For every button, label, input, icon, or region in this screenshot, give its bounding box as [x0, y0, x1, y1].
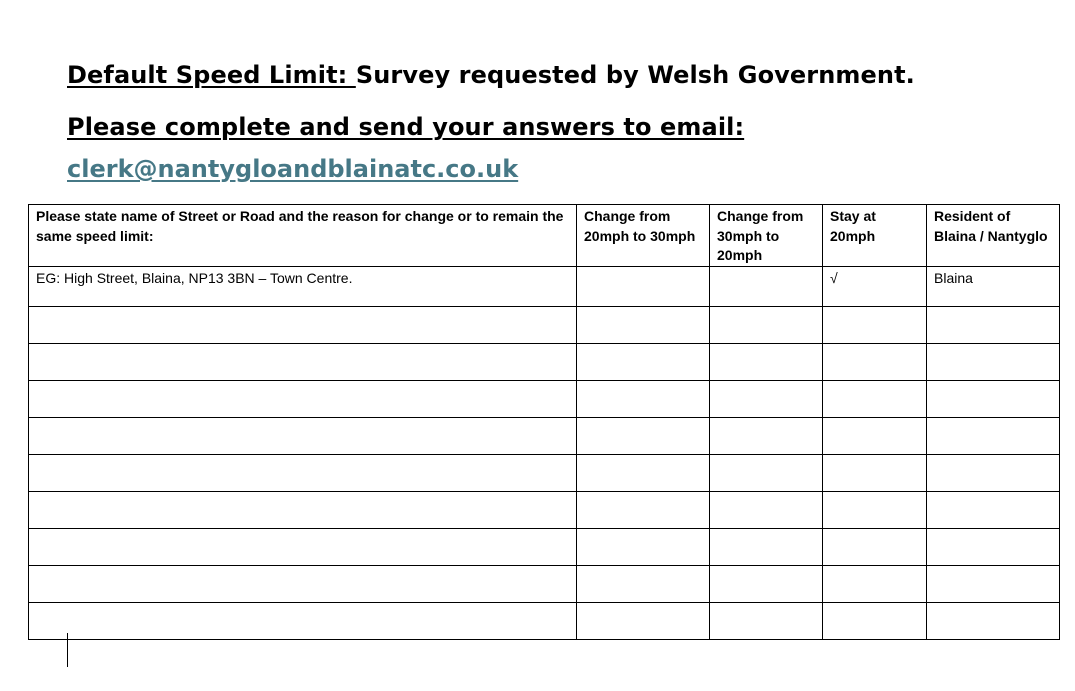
change-20-to-30-cell[interactable] [577, 417, 710, 454]
stay-20-cell[interactable] [823, 343, 927, 380]
instruction-text: Please complete and send your answers to email: [67, 113, 745, 141]
resident-cell[interactable] [927, 343, 1060, 380]
resident-cell[interactable] [927, 417, 1060, 454]
street-cell[interactable] [29, 565, 577, 602]
example-change-20-to-30[interactable] [577, 266, 710, 306]
change-30-to-20-cell[interactable] [710, 454, 823, 491]
change-20-to-30-cell[interactable] [577, 565, 710, 602]
stay-20-cell[interactable] [823, 417, 927, 454]
stay-20-cell[interactable] [823, 528, 927, 565]
table-row [29, 380, 1060, 417]
table-row [29, 343, 1060, 380]
table-row [29, 417, 1060, 454]
street-cell[interactable] [29, 528, 577, 565]
change-20-to-30-cell[interactable] [577, 602, 710, 639]
table-row [29, 528, 1060, 565]
title-underlined: Default Speed Limit: [67, 61, 356, 89]
street-cell[interactable] [29, 306, 577, 343]
change-20-to-30-cell[interactable] [577, 380, 710, 417]
example-row [29, 266, 1060, 306]
change-20-to-30-cell[interactable] [577, 528, 710, 565]
stay-20-cell[interactable] [823, 602, 927, 639]
resident-cell[interactable] [927, 528, 1060, 565]
change-20-to-30-cell[interactable] [577, 306, 710, 343]
header-street: Please state name of Street or Road and the reason for change or to remain the same speed limit: [29, 205, 577, 267]
title-rest: Survey requested by Welsh Government. [355, 61, 915, 89]
street-cell[interactable] [29, 454, 577, 491]
header-change-30-to-20: Change from 30mph to 20mph [710, 205, 823, 267]
change-30-to-20-cell[interactable] [710, 602, 823, 639]
resident-cell[interactable] [927, 602, 1060, 639]
header-resident: Resident of Blaina / Nantyglo [927, 205, 1060, 267]
table-row [29, 306, 1060, 343]
text-cursor [67, 633, 68, 667]
stay-20-cell[interactable] [823, 380, 927, 417]
stay-20-cell[interactable] [823, 565, 927, 602]
table-row [29, 491, 1060, 528]
example-change-30-to-20[interactable] [710, 266, 823, 306]
street-cell[interactable] [29, 417, 577, 454]
change-30-to-20-cell[interactable] [710, 380, 823, 417]
table-header-row [29, 205, 1060, 267]
street-cell[interactable] [29, 380, 577, 417]
resident-cell[interactable] [927, 491, 1060, 528]
stay-20-cell[interactable] [823, 454, 927, 491]
example-stay-20-checkmark[interactable]: √ [823, 266, 927, 306]
change-30-to-20-cell[interactable] [710, 343, 823, 380]
change-30-to-20-cell[interactable] [710, 491, 823, 528]
header-change-20-to-30: Change from 20mph to 30mph [577, 205, 710, 267]
table-row [29, 454, 1060, 491]
stay-20-cell[interactable] [823, 306, 927, 343]
stay-20-cell[interactable] [823, 491, 927, 528]
change-30-to-20-cell[interactable] [710, 565, 823, 602]
resident-cell[interactable] [927, 454, 1060, 491]
table-row [29, 565, 1060, 602]
resident-cell[interactable] [927, 380, 1060, 417]
street-cell[interactable] [29, 491, 577, 528]
header-stay-20: Stay at 20mph [823, 205, 927, 267]
email-link[interactable]: clerk@nantygloandblainatc.co.uk [67, 155, 519, 183]
table-row [29, 602, 1060, 639]
resident-cell[interactable] [927, 565, 1060, 602]
document-title [67, 63, 915, 87]
street-cell[interactable] [29, 602, 577, 639]
resident-cell[interactable] [927, 306, 1060, 343]
change-30-to-20-cell[interactable] [710, 528, 823, 565]
change-20-to-30-cell[interactable] [577, 343, 710, 380]
example-street[interactable]: EG: High Street, Blaina, NP13 3BN – Town Centre. [29, 266, 577, 306]
change-20-to-30-cell[interactable] [577, 454, 710, 491]
survey-table [28, 204, 1060, 640]
change-30-to-20-cell[interactable] [710, 306, 823, 343]
change-30-to-20-cell[interactable] [710, 417, 823, 454]
example-resident[interactable]: Blaina [927, 266, 1060, 306]
street-cell[interactable] [29, 343, 577, 380]
change-20-to-30-cell[interactable] [577, 491, 710, 528]
